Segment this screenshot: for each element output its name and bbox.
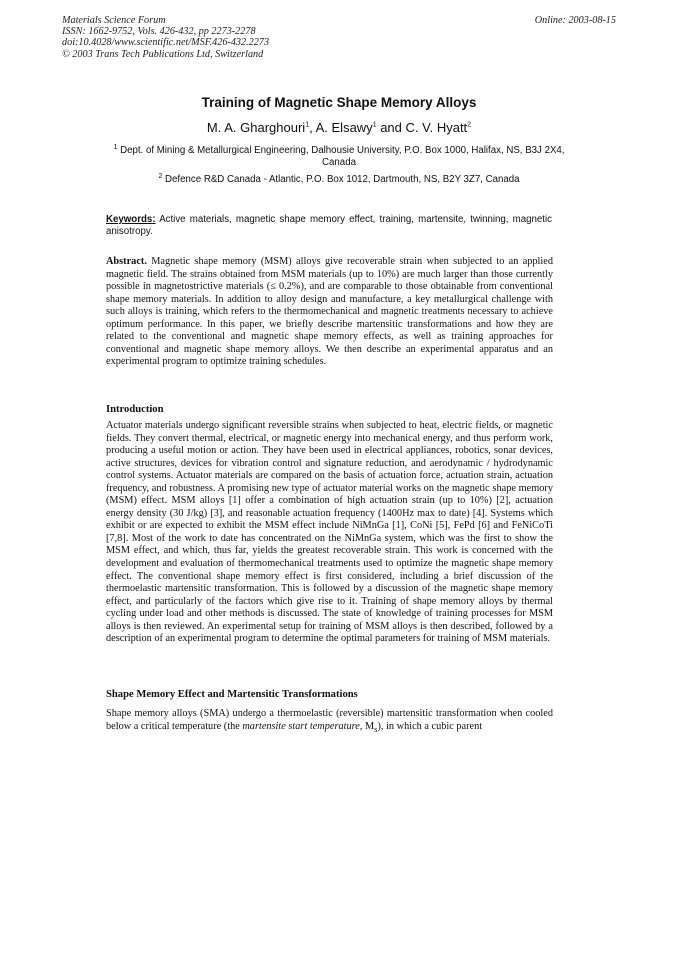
- italic-term: martensite start temperature: [242, 720, 360, 732]
- doi-line: doi:10.4028/www.scientific.net/MSF.426-432.2273: [62, 37, 270, 49]
- author-name: A. Elsawy: [315, 120, 373, 135]
- introduction-text: Actuator materials undergo significant reversible strains when subjected to heat, electric fields, or magnetic fields. They convert thermal, electrical, or magnetic energy into mechanical energy, and thus perform work, producing a useful motion or action. They have been used in electrical appliances, robotics, sonar devices, active structures, devices for vibration control and signature reduction, and aerodynamic / hydrodynamic control systems. Actuator materials are compared on the basis of actuation force, actuation strain, actuation frequency, and robustness. A promising new type of actuator material works on the magnetic shape memory (MSM) effect. MSM alloys [1] offer a combination of high actuation strain (up to 10%) [2], actuation energy density (30 J/kg) [3], and reasonable actuation frequency (1400Hz max to date) [4]. Systems which exhibit or are expected to exhibit the MSM effect include NiMnGa [1], CoNi [5], FePd [6] and FeNiCoTi [7,8]. Most of the work to date has concentrated on the NiMnGa system, which was the first to show the MSM effect, and which, thus far, yields the greatest recoverable strain. This work is concerned with the development and evaluation of thermomechanical treatments used to optimize the magnetic shape memory effect. The conventional shape memory effect is first considered, including a brief discussion of the thermoelastic martensitic transformation. This is followed by a discussion of the magnetic shape memory effect, and particularly of the factors which give rise to it. Training of shape memory alloys by thermal cycling under load and other methods is discussed. The state of knowledge of training processes for MSM alloys is then reviewed. An experimental setup for training of MSM alloys is then described, followed by a description of an experimental program to determine the optimal parameters for training of MSM materials.: [106, 420, 553, 645]
- author-separator: ,: [309, 120, 316, 135]
- keywords-block: [106, 214, 552, 238]
- shape-memory-paragraph: [106, 708, 553, 735]
- subscript: s: [374, 723, 378, 734]
- affiliation-number: 2: [158, 173, 163, 180]
- author-name: C. V. Hyatt: [405, 120, 468, 135]
- keywords-label: Keywords:: [106, 214, 156, 225]
- affiliation-marker: 1: [372, 121, 377, 129]
- journal-name: Materials Science Forum: [62, 15, 166, 26]
- introduction-paragraph: [106, 420, 553, 646]
- keywords-text: Active materials, magnetic shape memory effect, training, martensite, twinning, magnetic anisotropy.: [106, 214, 552, 237]
- affiliation-marker: 1: [305, 121, 310, 129]
- author-separator: and: [376, 120, 406, 135]
- section-heading-introduction: Introduction: [106, 404, 164, 415]
- paper-title: Training of Magnetic Shape Memory Alloys: [201, 95, 477, 110]
- affiliation: [110, 171, 568, 186]
- affiliation: [110, 142, 568, 168]
- affiliation-text: Defence R&D Canada - Atlantic, P.O. Box 1012, Dartmouth, NS, B2Y 3Z7, Canada: [165, 174, 520, 186]
- abstract-label: Abstract.: [106, 256, 147, 267]
- copyright-line: © 2003 Trans Tech Publications Ltd, Switzerland: [62, 48, 264, 60]
- section-heading-shape-memory: Shape Memory Effect and Martensitic Transformations: [106, 689, 358, 700]
- affiliation-marker: 2: [467, 121, 472, 129]
- paragraph-text: Shape memory alloys (SMA) undergo a thermoelastic (reversible) martensitic transformation when cooled below a critical temperature (the: [106, 708, 553, 732]
- online-date: Online: 2003-08-15: [534, 15, 616, 26]
- abstract-text: Magnetic shape memory (MSM) alloys give recoverable strain when subjected to an applied magnetic field. The strains obtained from MSM materials (up to 10%) are much larger than those currently possible in magnetostrictive materials (≤ 0.2%), and are comparable to those obtainable from conventional shape memory materials. In addition to alloy design and manufacture, a key metallurgical challenge with such alloys is training, which refers to the thermomechanical and magnetic treatments necessary to achieve optimum performance. In this paper, we briefly describe martensitic transformations and how they are related to the conventional and magnetic shape memory effects, as well as training approaches for conventional and magnetic shape memory alloys. We then describe an experimental apparatus and an experimental program to optimize training schedules.: [106, 256, 554, 368]
- abstract-block: [106, 256, 553, 369]
- affiliation-text: Dept. of Mining & Metallurgical Engineering, Dalhousie University, P.O. Box 1000, Halifax, NS, B3J 2X4, Canada: [120, 145, 565, 168]
- paragraph-text: , M: [359, 720, 375, 732]
- issn-line: ISSN: 1662-9752, Vols. 426-432, pp 2273-2278: [62, 26, 256, 38]
- paragraph-text: ), in which a cubic parent: [377, 720, 483, 732]
- author-list: [0, 120, 678, 135]
- author-name: M. A. Gharghouri: [206, 120, 306, 135]
- journal-header: [62, 15, 269, 60]
- affiliation-number: 1: [113, 144, 118, 151]
